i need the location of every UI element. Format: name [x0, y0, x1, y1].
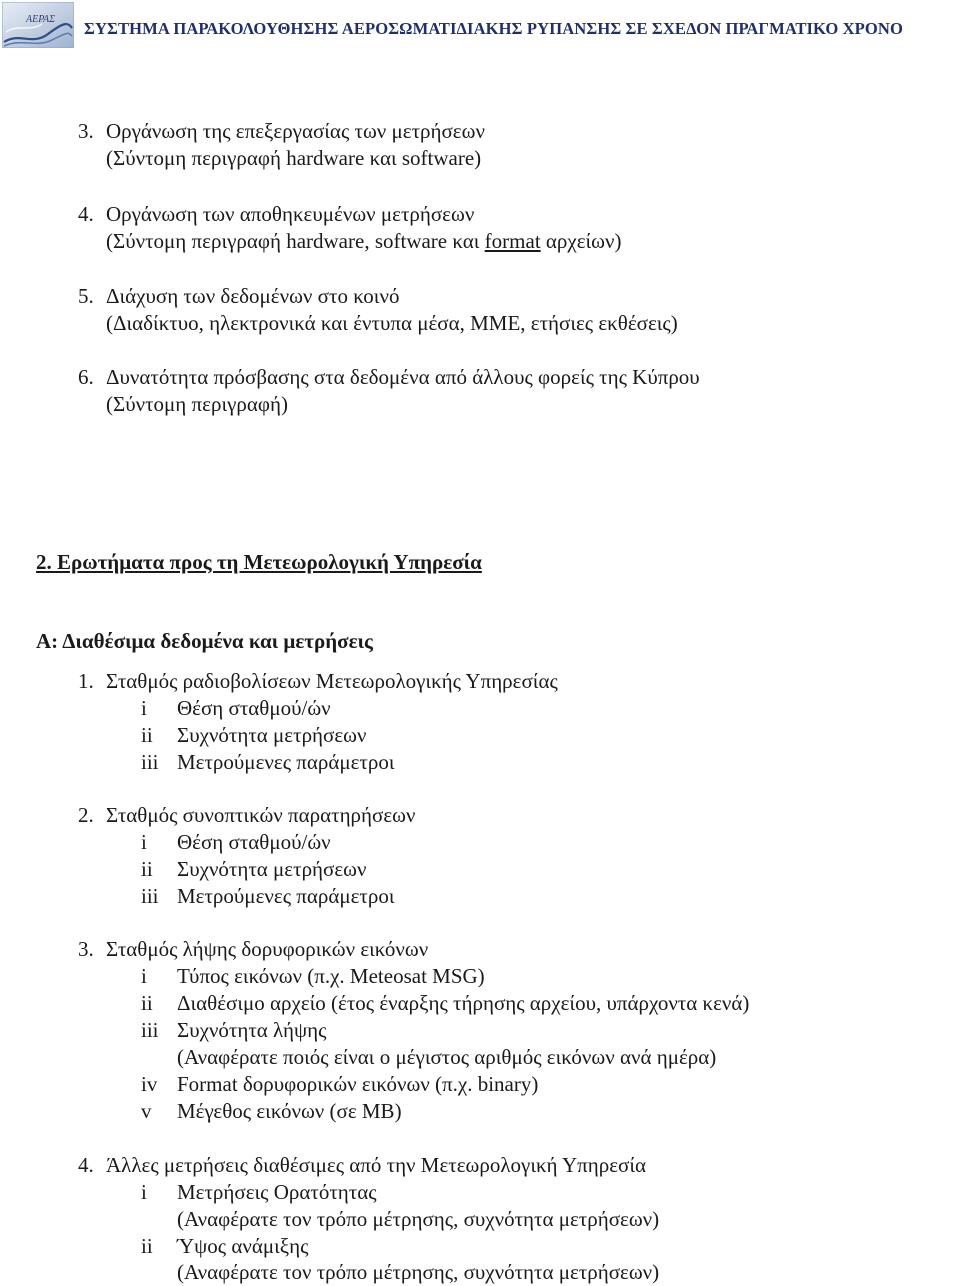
list-number: 3. — [78, 937, 94, 961]
roman-numeral: i — [141, 696, 147, 720]
roman-numeral: ii — [141, 991, 153, 1015]
sub-item-text: Συχνότητα μετρήσεων — [177, 723, 367, 747]
sub-item-text: Μετρούμενες παράμετροι — [177, 750, 395, 774]
sub-item-text: Θέση σταθμού/ών — [177, 696, 331, 720]
sub-item-text: Μετρήσεις Ορατότητας — [177, 1180, 377, 1204]
list-text: Διάχυση των δεδομένων στο κοινό — [106, 284, 400, 308]
sub-item-text: Συχνότητα μετρήσεων — [177, 857, 367, 881]
roman-numeral: i — [141, 964, 147, 988]
list-number: 3. — [78, 119, 94, 143]
list-number: 4. — [78, 1153, 94, 1177]
sub-item-text: Συχνότητα λήψης — [177, 1018, 327, 1042]
roman-numeral: v — [141, 1099, 152, 1123]
list-number: 1. — [78, 669, 94, 693]
sub-item-text: Θέση σταθμού/ών — [177, 830, 331, 854]
aeras-logo — [2, 2, 74, 48]
list-text: Δυνατότητα πρόσβασης στα δεδομένα από άλλους φορείς της Κύπρου — [106, 365, 700, 389]
roman-numeral: iii — [141, 1018, 159, 1042]
list-number: 5. — [78, 284, 94, 308]
roman-numeral: ii — [141, 723, 153, 747]
list-number: 2. — [78, 803, 94, 827]
sub-item-note: (Αναφέρατε ποιός είναι ο μέγιστος αριθμός εικόνων ανά ημέρα) — [177, 1045, 717, 1069]
list-subtext: (Διαδίκτυο, ηλεκτρονικά και έντυπα μέσα, ΜΜΕ, ετήσιες εκθέσεις) — [106, 311, 678, 335]
format-underlined: format — [484, 229, 541, 253]
list-text: Οργάνωση της επεξεργασίας των μετρήσεων — [106, 119, 485, 143]
subsection-heading: Α: Διαθέσιμα δεδομένα και μετρήσεις — [36, 629, 373, 653]
document-header-title: ΣΥΣΤΗΜΑ ΠΑΡΑΚΟΛΟΥΘΗΣΗΣ ΑΕΡΟΣΩΜΑΤΙΔΙΑΚΗΣ ΡΥΠΑΝΣΗΣ ΣΕ ΣΧΕΔΟΝ ΠΡΑΓΜΑΤΙΚΟ ΧΡΟΝΟ — [84, 19, 904, 38]
list-number: 4. — [78, 202, 94, 226]
sub-item-text: Τύπος εικόνων (π.χ. Meteosat MSG) — [177, 964, 485, 988]
list-text: Σταθμός λήψης δορυφορικών εικόνων — [106, 937, 429, 961]
roman-numeral: ii — [141, 857, 153, 881]
roman-numeral: i — [141, 1180, 147, 1204]
list-number: 6. — [78, 365, 94, 389]
sub-item-text: Format δορυφορικών εικόνων (π.χ. binary) — [177, 1072, 539, 1096]
sub-item-note: (Αναφέρατε τον τρόπο μέτρησης, συχνότητα μετρήσεων) — [177, 1260, 660, 1284]
sub-item-text: Μετρούμενες παράμετροι — [177, 884, 395, 908]
svg-text:ΑΕΡΑΣ: ΑΕΡΑΣ — [26, 14, 56, 25]
roman-numeral: iii — [141, 750, 159, 774]
subtext-part: (Σύντομη περιγραφή hardware, software και — [106, 229, 485, 253]
roman-numeral: i — [141, 830, 147, 854]
subtext-part: αρχείων) — [540, 229, 622, 253]
roman-numeral: ii — [141, 1234, 153, 1258]
sub-item-note: (Αναφέρατε τον τρόπο μέτρησης, συχνότητα μετρήσεων) — [177, 1207, 660, 1231]
section-heading: 2. Ερωτήματα προς τη Μετεωρολογική Υπηρεσία — [36, 550, 482, 574]
sub-item-text: Ύψος ανάμιξης — [177, 1234, 309, 1258]
list-text: Σταθμός ραδιοβολίσεων Μετεωρολογικής Υπηρεσίας — [106, 669, 558, 693]
roman-numeral: iv — [141, 1072, 158, 1096]
list-subtext: (Σύντομη περιγραφή hardware και software) — [106, 146, 482, 170]
list-text: Σταθμός συνοπτικών παρατηρήσεων — [106, 803, 416, 827]
list-subtext — [106, 228, 622, 255]
list-subtext: (Σύντομη περιγραφή) — [106, 392, 288, 416]
page-header — [0, 0, 960, 52]
sub-item-text: Μέγεθος εικόνων (σε MB) — [177, 1099, 402, 1123]
list-text: Άλλες μετρήσεις διαθέσιμες από την Μετεωρολογική Υπηρεσία — [106, 1153, 647, 1177]
sub-item-text: Διαθέσιμο αρχείο (έτος έναρξης τήρησης αρχείου, υπάρχοντα κενά) — [177, 991, 750, 1015]
list-text: Οργάνωση των αποθηκευμένων μετρήσεων — [106, 202, 475, 226]
roman-numeral: iii — [141, 884, 159, 908]
